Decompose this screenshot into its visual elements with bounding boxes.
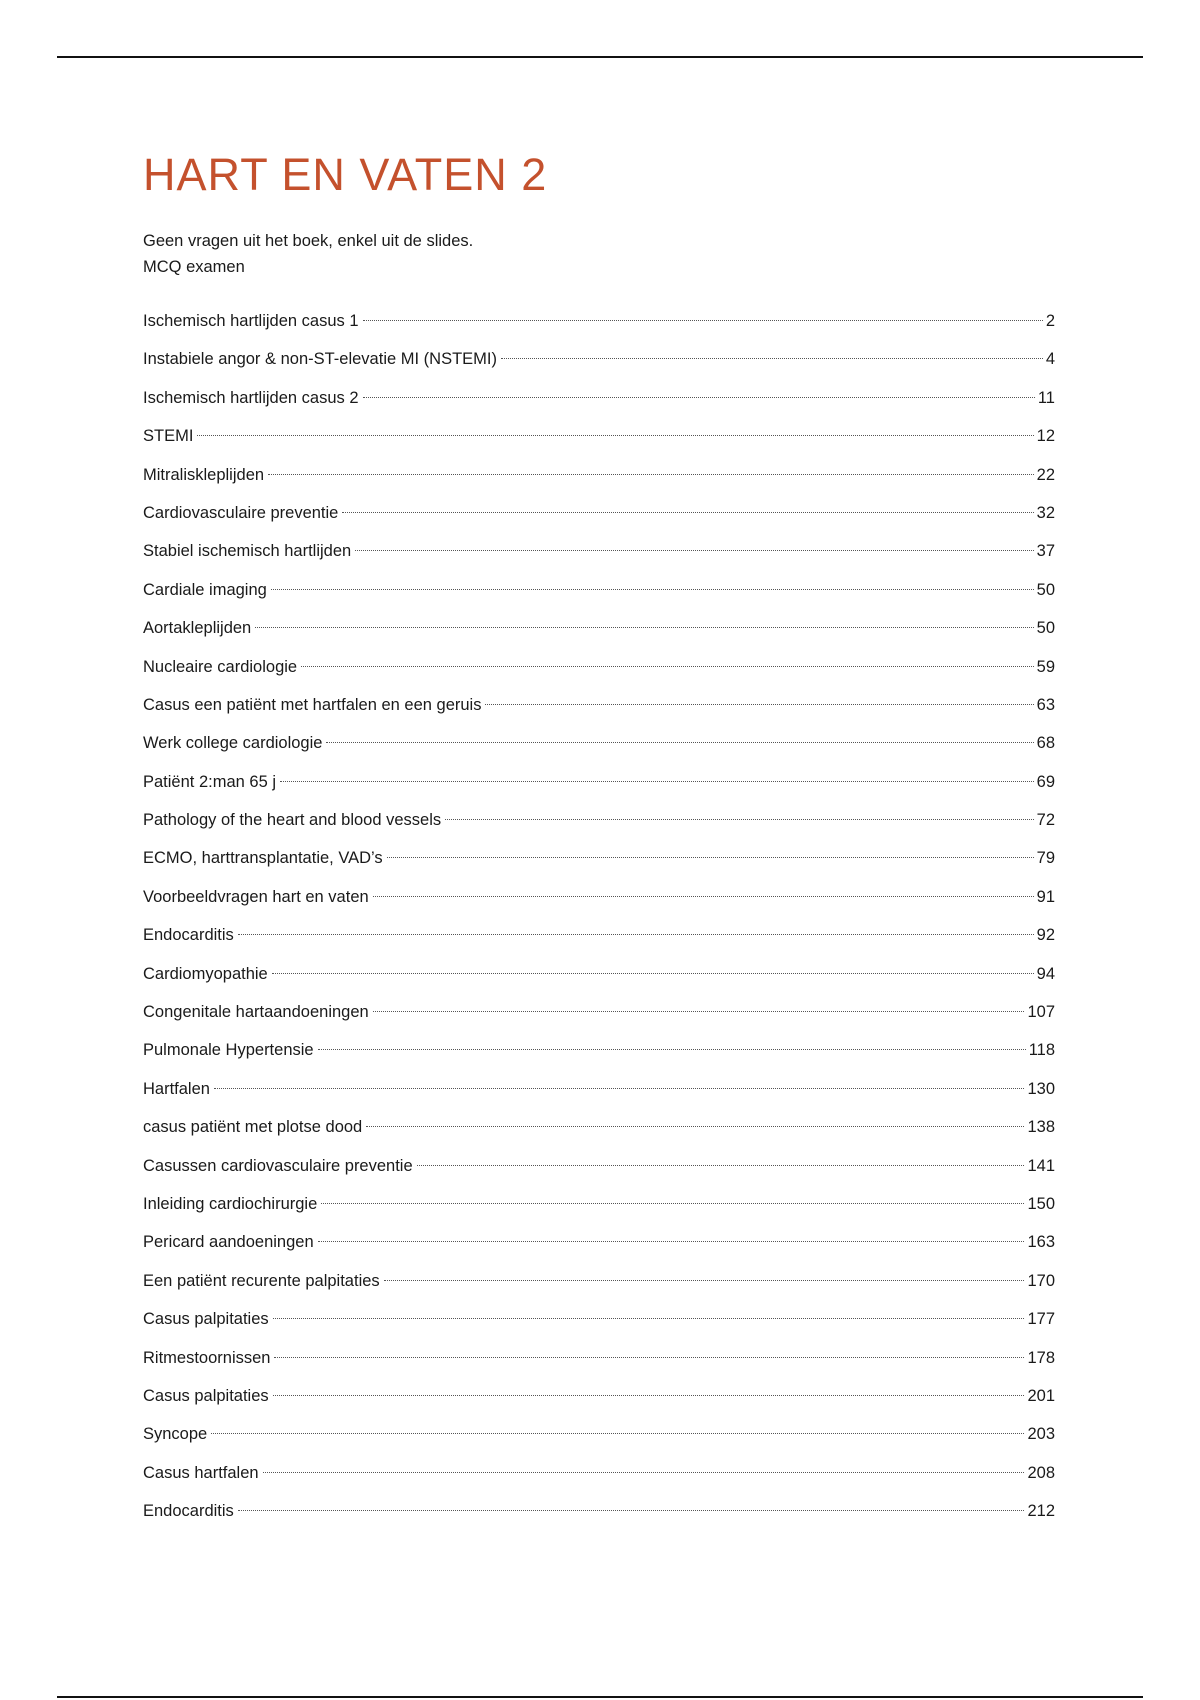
- toc-entry[interactable]: [143, 1031, 1055, 1069]
- toc-entry-label: Casus palpitaties: [143, 1310, 269, 1329]
- toc-entry-page-number: 79: [1036, 849, 1055, 868]
- toc-entry-label: Patiënt 2:man 65 j: [143, 772, 276, 791]
- toc-entry-page-number: 91: [1036, 887, 1055, 906]
- toc-entry-page-number: 130: [1027, 1079, 1055, 1098]
- toc-dot-leader: [318, 1241, 1025, 1242]
- toc-entry[interactable]: [143, 993, 1055, 1031]
- toc-dot-leader: [355, 550, 1033, 551]
- toc-entry-page-number: 163: [1027, 1233, 1055, 1252]
- toc-dot-leader: [214, 1088, 1025, 1089]
- toc-entry[interactable]: [143, 1223, 1055, 1261]
- toc-dot-leader: [326, 742, 1033, 743]
- toc-entry[interactable]: [143, 340, 1055, 378]
- toc-entry-label: Hartfalen: [143, 1079, 210, 1098]
- toc-dot-leader: [373, 896, 1034, 897]
- toc-entry-label: Congenitale hartaandoeningen: [143, 1003, 369, 1022]
- header-rule: [57, 56, 1143, 58]
- toc-entry-label: Casus palpitaties: [143, 1386, 269, 1405]
- toc-entry[interactable]: [143, 1108, 1055, 1146]
- toc-dot-leader: [373, 1011, 1025, 1012]
- toc-entry-page-number: 50: [1036, 619, 1055, 638]
- footer-rule: [57, 1696, 1143, 1698]
- toc-entry[interactable]: [143, 916, 1055, 954]
- toc-entry-label: Casussen cardiovasculaire preventie: [143, 1156, 413, 1175]
- toc-entry-page-number: 177: [1027, 1310, 1055, 1329]
- toc-entry-page-number: 2: [1045, 312, 1055, 330]
- toc-dot-leader: [485, 704, 1033, 705]
- toc-entry-page-number: 141: [1027, 1156, 1055, 1175]
- toc-entry[interactable]: [143, 686, 1055, 724]
- toc-entry-label: Stabiel ischemisch hartlijden: [143, 542, 352, 561]
- toc-entry[interactable]: [143, 379, 1055, 417]
- toc-entry-label: Endocarditis: [143, 1502, 234, 1521]
- toc-entry[interactable]: [143, 1339, 1055, 1377]
- toc-entry-page-number: 4: [1045, 350, 1055, 369]
- toc-entry-label: Een patiënt recurente palpitaties: [143, 1271, 380, 1290]
- toc-entry[interactable]: [143, 417, 1055, 455]
- toc-entry[interactable]: [143, 763, 1055, 801]
- toc-entry-label: Casus een patiënt met hartfalen en een geruis: [143, 695, 482, 714]
- toc-dot-leader: [321, 1203, 1024, 1204]
- toc-entry[interactable]: [143, 302, 1055, 340]
- toc-entry-label: casus patiënt met plotse dood: [143, 1118, 363, 1137]
- toc-entry-label: Syncope: [143, 1425, 208, 1444]
- toc-entry-label: ECMO, harttransplantatie, VAD’s: [143, 849, 383, 868]
- toc-entry[interactable]: [143, 801, 1055, 839]
- toc-entry-page-number: 212: [1027, 1502, 1055, 1521]
- toc-entry[interactable]: [143, 571, 1055, 609]
- toc-entry-label: Nucleaire cardiologie: [143, 657, 298, 676]
- toc-dot-leader: [384, 1280, 1025, 1281]
- table-of-contents: [143, 302, 1055, 1531]
- intro-line: Geen vragen uit het boek, enkel uit de slides.: [143, 232, 474, 250]
- document-title: HART EN VATEN 2: [143, 149, 548, 200]
- toc-entry[interactable]: [143, 1415, 1055, 1453]
- toc-entry-page-number: 94: [1036, 964, 1055, 983]
- toc-entry-label: Inleiding cardiochirurgie: [143, 1194, 318, 1213]
- toc-dot-leader: [211, 1433, 1024, 1434]
- toc-dot-leader: [445, 819, 1034, 820]
- toc-entry[interactable]: [143, 609, 1055, 647]
- toc-entry[interactable]: [143, 1492, 1055, 1530]
- toc-entry[interactable]: [143, 456, 1055, 494]
- toc-entry-page-number: 50: [1036, 580, 1055, 599]
- toc-entry[interactable]: [143, 1454, 1055, 1492]
- toc-entry[interactable]: [143, 1070, 1055, 1108]
- toc-entry-page-number: 12: [1036, 427, 1055, 446]
- toc-entry-page-number: 92: [1036, 926, 1055, 945]
- toc-entry[interactable]: [143, 839, 1055, 877]
- toc-dot-leader: [387, 857, 1034, 858]
- toc-entry-label: Casus hartfalen: [143, 1463, 259, 1482]
- toc-entry-page-number: 68: [1036, 734, 1055, 753]
- toc-entry[interactable]: [143, 1147, 1055, 1185]
- toc-entry[interactable]: [143, 1185, 1055, 1223]
- toc-dot-leader: [280, 781, 1034, 782]
- toc-entry-page-number: 150: [1027, 1194, 1055, 1213]
- page-body: [143, 140, 1055, 1531]
- toc-dot-leader: [238, 1510, 1025, 1511]
- toc-entry[interactable]: [143, 532, 1055, 570]
- toc-dot-leader: [366, 1126, 1024, 1127]
- toc-entry[interactable]: [143, 1262, 1055, 1300]
- toc-entry-label: Cardiovasculaire preventie: [143, 503, 339, 522]
- toc-entry[interactable]: [143, 724, 1055, 762]
- toc-entry-page-number: 118: [1028, 1041, 1055, 1060]
- toc-dot-leader: [342, 512, 1033, 513]
- toc-dot-leader: [273, 1395, 1025, 1396]
- toc-dot-leader: [273, 1318, 1025, 1319]
- toc-dot-leader: [271, 589, 1034, 590]
- toc-entry-label: Pericard aandoeningen: [143, 1233, 314, 1252]
- toc-dot-leader: [197, 435, 1033, 436]
- toc-entry-label: Cardiomyopathie: [143, 964, 268, 983]
- toc-dot-leader: [363, 320, 1043, 321]
- toc-dot-leader: [417, 1165, 1025, 1166]
- toc-dot-leader: [255, 627, 1033, 628]
- toc-dot-leader: [274, 1357, 1024, 1358]
- toc-entry-page-number: 201: [1027, 1386, 1055, 1405]
- toc-entry-page-number: 59: [1036, 657, 1055, 676]
- toc-entry-page-number: 37: [1036, 542, 1055, 561]
- toc-entry[interactable]: [143, 878, 1055, 916]
- toc-entry-label: Endocarditis: [143, 926, 234, 945]
- toc-entry-page-number: 203: [1027, 1425, 1055, 1444]
- toc-entry-label: Ritmestoornissen: [143, 1348, 271, 1367]
- toc-dot-leader: [363, 397, 1035, 398]
- toc-entry-page-number: 208: [1027, 1463, 1055, 1482]
- toc-entry-label: Ischemisch hartlijden casus 1: [143, 312, 359, 330]
- intro-line: MCQ examen: [143, 258, 245, 276]
- toc-entry-label: Ischemisch hartlijden casus 2: [143, 388, 359, 407]
- toc-entry-page-number: 63: [1036, 695, 1055, 714]
- toc-dot-leader: [268, 474, 1034, 475]
- toc-entry-page-number: 178: [1027, 1348, 1055, 1367]
- toc-entry-page-number: 22: [1036, 465, 1055, 484]
- toc-entry-label: Werk college cardiologie: [143, 734, 323, 753]
- toc-entry-page-number: 138: [1027, 1118, 1055, 1137]
- toc-entry[interactable]: [143, 494, 1055, 532]
- toc-entry-label: Mitraliskleplijden: [143, 465, 265, 484]
- toc-entry-page-number: 107: [1027, 1003, 1055, 1022]
- toc-entry-page-number: 32: [1036, 503, 1055, 522]
- toc-entry-page-number: 72: [1036, 811, 1055, 830]
- toc-entry[interactable]: [143, 648, 1055, 686]
- toc-dot-leader: [238, 934, 1034, 935]
- toc-entry-label: Aortakleplijden: [143, 619, 252, 638]
- toc-entry-label: Cardiale imaging: [143, 580, 267, 599]
- toc-entry-page-number: 170: [1027, 1271, 1055, 1290]
- toc-entry[interactable]: [143, 1300, 1055, 1338]
- toc-entry[interactable]: [143, 1377, 1055, 1415]
- toc-entry-label: Instabiele angor & non-ST-elevatie MI (NSTEMI): [143, 350, 497, 369]
- toc-entry-label: Voorbeeldvragen hart en vaten: [143, 887, 369, 906]
- toc-dot-leader: [318, 1049, 1026, 1050]
- toc-entry-label: Pulmonale Hypertensie: [143, 1041, 314, 1060]
- intro-text: [143, 228, 1055, 280]
- toc-entry-label: STEMI: [143, 427, 194, 446]
- toc-entry-page-number: 69: [1036, 772, 1055, 791]
- toc-entry[interactable]: [143, 955, 1055, 993]
- toc-entry-page-number: 11: [1037, 388, 1055, 407]
- toc-dot-leader: [301, 666, 1034, 667]
- toc-dot-leader: [263, 1472, 1025, 1473]
- toc-entry-label: Pathology of the heart and blood vessels: [143, 811, 442, 830]
- toc-dot-leader: [501, 358, 1043, 359]
- toc-dot-leader: [272, 973, 1034, 974]
